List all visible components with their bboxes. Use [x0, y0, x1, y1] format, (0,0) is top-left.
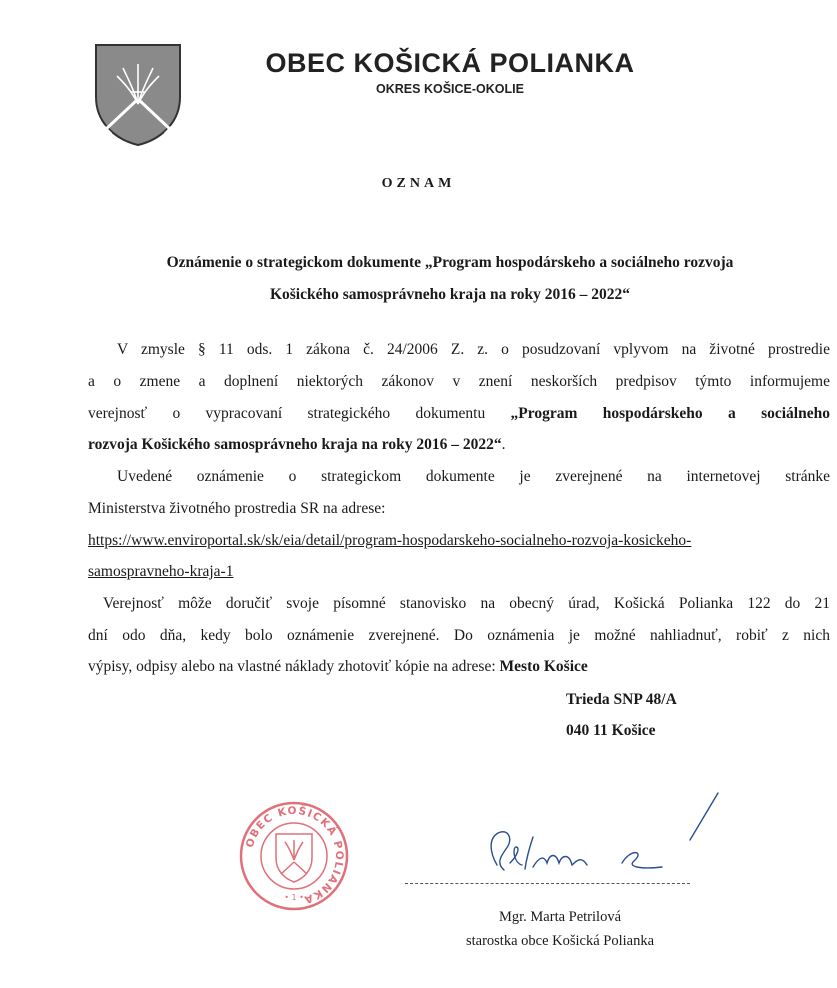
- municipal-crest-icon: [93, 42, 183, 147]
- paragraph1-line4: [88, 436, 506, 454]
- municipality-name: OBEC KOŠICKÁ POLIANKA: [265, 48, 635, 78]
- address-city: 040 11 Košice: [566, 722, 656, 739]
- stamp-crest-icon: [276, 834, 312, 882]
- program-title-part1: „Program hospodárskeho a sociálneho: [510, 405, 830, 422]
- subject-line-2: Košického samosprávneho kraja na roky 2016 – 2022“: [269, 286, 631, 303]
- address-street: Trieda SNP 48/A: [566, 691, 677, 708]
- handwritten-signature: [470, 785, 730, 895]
- signature-line: [405, 883, 690, 884]
- paragraph2-line2: Ministerstva životného prostredia SR na adrese:: [88, 500, 386, 517]
- paragraph1-line4-end: .: [501, 436, 506, 453]
- program-title-part2: rozvoja Košického samosprávneho kraja na roky 2016 – 2022“: [88, 436, 502, 453]
- paragraph3-line1: Verejnosť môže doručiť svoje písomné stanovisko na obecný úrad, Košická Polianka 122 do 21: [103, 595, 830, 612]
- paragraph3-line2: dní odo dňa, kedy bolo oznámenie zverejnené. Do oznámenia je možné nahliadnuť, robiť z nich: [88, 627, 830, 644]
- paragraph1-line3: [88, 405, 830, 423]
- district-name: OKRES KOŠICE-OKOLIE: [376, 82, 524, 96]
- paragraph1-line1: V zmysle § 11 ods. 1 zákona č. 24/2006 Z. z. o posudzovaní vplyvom na životné prostredie: [117, 341, 830, 358]
- recipient-name: Mesto Košice: [499, 658, 588, 675]
- paragraph3-line3: [88, 658, 588, 676]
- stamp-text: OBEC KOŠICKÁ POLIANKA: [243, 804, 346, 906]
- signatory-name: Mgr. Marta Petrilová: [498, 909, 622, 925]
- paragraph2-line1: Uvedené oznámenie o strategickom dokumente je zverejnené na internetovej stránke: [117, 468, 830, 485]
- svg-text:• 1 •: • 1 •: [284, 893, 304, 902]
- paragraph3-line3-text: výpisy, odpisy alebo na vlastné náklady zhotoviť kópie na adrese:: [88, 658, 500, 675]
- signatory-title: starostka obce Košická Polianka: [465, 933, 655, 949]
- enviroportal-link-continued[interactable]: samospravneho-kraja-1: [88, 563, 234, 580]
- subject-line-1: Oznámenie o strategickom dokumente „Program hospodárskeho a sociálneho rozvoja: [166, 254, 734, 271]
- document-heading: OZNAM: [381, 176, 456, 191]
- official-stamp: [238, 800, 350, 912]
- paragraph1-line2: a o zmene a doplnení niektorých zákonov v znení neskorších predpisov týmto informujeme: [88, 373, 830, 390]
- paragraph1-line3-text: verejnosť o vypracovaní strategického dokumentu: [88, 405, 511, 422]
- enviroportal-link[interactable]: https://www.enviroportal.sk/sk/eia/detail/program-hospodarskeho-socialneho-rozvoja-kosickeho-: [88, 532, 692, 549]
